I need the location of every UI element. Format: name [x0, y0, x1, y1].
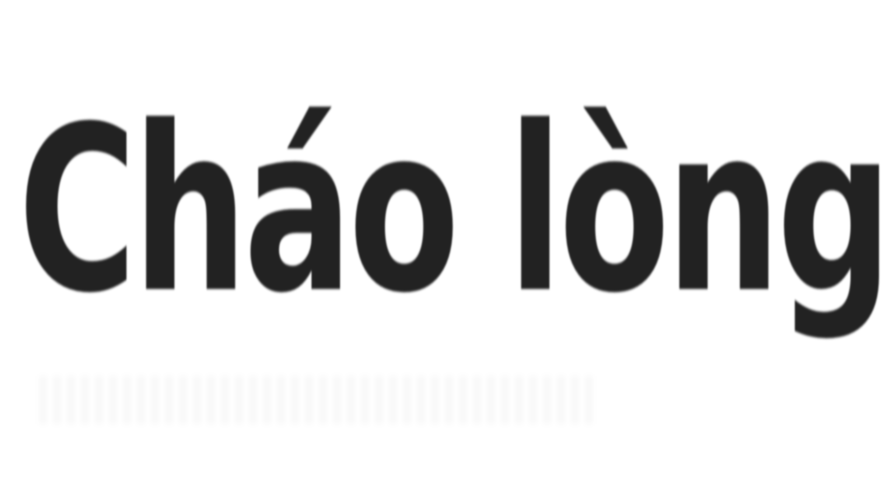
phrase-text: Cháo lòng	[18, 77, 888, 343]
reflection-artifact	[40, 376, 600, 424]
